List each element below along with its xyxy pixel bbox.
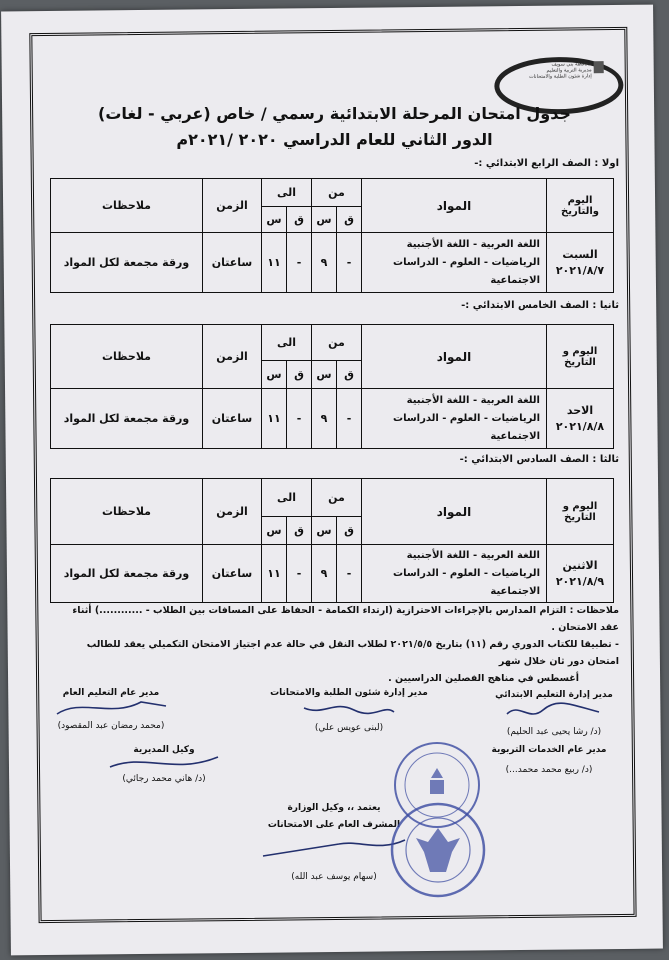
header-to: الى: [262, 179, 312, 207]
signature-primary-director: [479, 690, 629, 737]
header-s: س: [312, 207, 337, 233]
header-s: س: [262, 517, 287, 545]
day-date-cell: [547, 545, 614, 603]
logo-text: [529, 61, 592, 80]
header-q: ق: [287, 361, 312, 389]
subjects-cell: [362, 233, 547, 293]
header-subjects: المواد: [362, 179, 547, 233]
signature-deputy: [99, 745, 229, 784]
header-s: س: [262, 361, 287, 389]
schedule-table-grade6: [50, 478, 614, 603]
from-q-cell: -: [337, 233, 362, 293]
header-duration: الزمن: [203, 479, 262, 545]
logo-line: محافظة بني سويف: [551, 61, 592, 68]
duration-cell: ساعتان: [203, 389, 262, 449]
signature-name: (سهام يوسف عبد الله): [291, 872, 377, 882]
signature-title: مدير عام التعليم العام: [62, 688, 160, 698]
header-s: س: [262, 207, 287, 233]
header-q: ق: [337, 361, 362, 389]
header-notes: ملاحظات: [51, 325, 203, 389]
header-to: الى: [262, 479, 312, 517]
from-q-cell: -: [337, 389, 362, 449]
signature-title: مدير عام الخدمات التربوية: [491, 745, 607, 755]
from-s-cell: ٩: [312, 545, 337, 603]
date-text: ٢٠٢١/٨/٩: [555, 574, 605, 588]
header-day: اليوم و: [562, 345, 598, 357]
notes-cell: ورقة مجمعة لكل المواد: [51, 233, 203, 293]
to-q-cell: -: [287, 545, 312, 603]
header-day-date: اليوم والتاريخ: [547, 179, 614, 233]
date-text: ٢٠٢١/٨/٨: [555, 419, 605, 433]
day-date-cell: [547, 389, 614, 449]
notes-block: [59, 602, 619, 687]
subjects-line2: الرياضيات - العلوم - الدراسات الاجتماعية: [393, 256, 540, 286]
header-subjects: المواد: [362, 479, 547, 545]
header-s: س: [312, 517, 337, 545]
subjects-line1: اللغة العربية - اللغة الأجنبية: [406, 394, 540, 406]
subjects-line1: اللغة العربية - اللغة الأجنبية: [406, 238, 540, 250]
logo-line: إدارة شئون الطلبة والامتحانات: [528, 73, 592, 80]
header-q: ق: [337, 517, 362, 545]
header-date: التاريخ: [564, 356, 596, 368]
header-q: ق: [337, 207, 362, 233]
header-q: ق: [287, 517, 312, 545]
document-subtitle: الدور الثاني للعام الدراسي ٢٠٢٠ /٢٠٢١م: [176, 130, 493, 149]
header-q: ق: [287, 207, 312, 233]
notes-line2: - تطبيقا للكتاب الدوري رقم (١١) بتاريخ ٢٠٢١/٥/٥ لطلاب النقل في حالة عدم اجتياز الامتحان التكميلي يعقد للطالب امتحان دور ثان خلال شهر: [86, 639, 619, 667]
handwritten-signature: [294, 698, 404, 720]
handwritten-signature: [104, 755, 224, 771]
approval-line2: المشرف العام على الامتحانات: [267, 820, 401, 830]
notes-line3: أغسطس في مناهج الفصلين الدراسيين .: [388, 673, 579, 684]
signature-name: (د/ هاني محمد رجائي): [122, 774, 206, 784]
signature-name: (لبنى عويس علي): [314, 723, 384, 733]
signature-title: وكيل المديرية: [133, 745, 195, 755]
signature-name: (د/ رشا يحيى عبد الحليم): [506, 727, 602, 737]
header-s: س: [312, 361, 337, 389]
signature-general-director: [31, 688, 191, 731]
header-to: الى: [262, 325, 312, 361]
header-day-date: [547, 479, 614, 545]
signature-name: (د/ ربيع محمد محمد...): [505, 765, 593, 775]
signature-exams-director: [254, 688, 444, 733]
to-s-cell: ١١: [262, 389, 287, 449]
handwritten-signature: [51, 698, 171, 718]
header-from: من: [312, 179, 362, 207]
header-subjects: المواد: [362, 325, 547, 389]
header-from: من: [312, 325, 362, 361]
day-text: الاثنين: [562, 558, 598, 572]
header-duration: الزمن: [203, 179, 262, 233]
from-q-cell: -: [337, 545, 362, 603]
header-day: اليوم و: [562, 500, 598, 512]
subjects-line1: اللغة العربية - اللغة الأجنبية: [406, 549, 540, 561]
section-heading-grade6: ثالثا : الصف السادس الابتدائي :-: [459, 454, 619, 465]
to-s-cell: ١١: [262, 233, 287, 293]
to-q-cell: -: [287, 389, 312, 449]
header-duration: الزمن: [203, 325, 262, 389]
date-text: ٢٠٢١/٨/٧: [555, 263, 605, 277]
handwritten-signature: [259, 834, 409, 862]
schedule-table-grade5: [50, 324, 614, 449]
signature-directorate-gm: [469, 745, 629, 775]
subjects-cell: [362, 545, 547, 603]
header-notes: ملاحظات: [51, 479, 203, 545]
subjects-cell: [362, 389, 547, 449]
from-s-cell: ٩: [312, 389, 337, 449]
handwritten-signature: [499, 700, 609, 724]
signature-name: (محمد رمضان عبد المقصود): [57, 721, 165, 731]
to-q-cell: -: [287, 233, 312, 293]
section-heading-grade4: اولا : الصف الرابع الابتدائي :-: [474, 158, 619, 169]
notes-line1: ملاحظات : التزام المدارس بالإجراءات الاحترازية (ارتداء الكمامة - الحفاظ على المسافات بين الطلاب - ............) أثناء عقد الامتحان .: [72, 605, 619, 633]
header-from: من: [312, 479, 362, 517]
schedule-table-grade4: [50, 178, 614, 293]
approval-line1: يعتمد ،، وكيل الوزارة: [287, 803, 381, 813]
document-title: جدول امتحان المرحلة الابتدائية رسمي / خاص (عربي - لغات): [98, 104, 571, 123]
notes-cell: ورقة مجمعة لكل المواد: [51, 545, 203, 603]
subjects-line2: الرياضيات - العلوم - الدراسات الاجتماعية: [393, 567, 540, 597]
notes-cell: ورقة مجمعة لكل المواد: [51, 389, 203, 449]
subjects-line2: الرياضيات - العلوم - الدراسات الاجتماعية: [393, 412, 540, 442]
header-day-date: [547, 325, 614, 389]
to-s-cell: ١١: [262, 545, 287, 603]
day-date-cell: [547, 233, 614, 293]
logo-line: مديرية التربية والتعليم: [546, 67, 592, 74]
eagle-seal-stamp: [388, 800, 488, 900]
signature-title: مدير إدارة التعليم الابتدائي: [495, 690, 613, 700]
from-s-cell: ٩: [312, 233, 337, 293]
header-date: التاريخ: [564, 511, 596, 523]
section-heading-grade5: ثانيا : الصف الخامس الابتدائي :-: [461, 300, 619, 311]
signature-title: مدير إدارة شئون الطلبة والامتحانات: [270, 688, 428, 698]
day-text: الاحد: [566, 403, 594, 417]
duration-cell: ساعتان: [203, 545, 262, 603]
duration-cell: ساعتان: [203, 233, 262, 293]
day-text: السبت: [562, 247, 598, 261]
header-notes: ملاحظات: [51, 179, 203, 233]
